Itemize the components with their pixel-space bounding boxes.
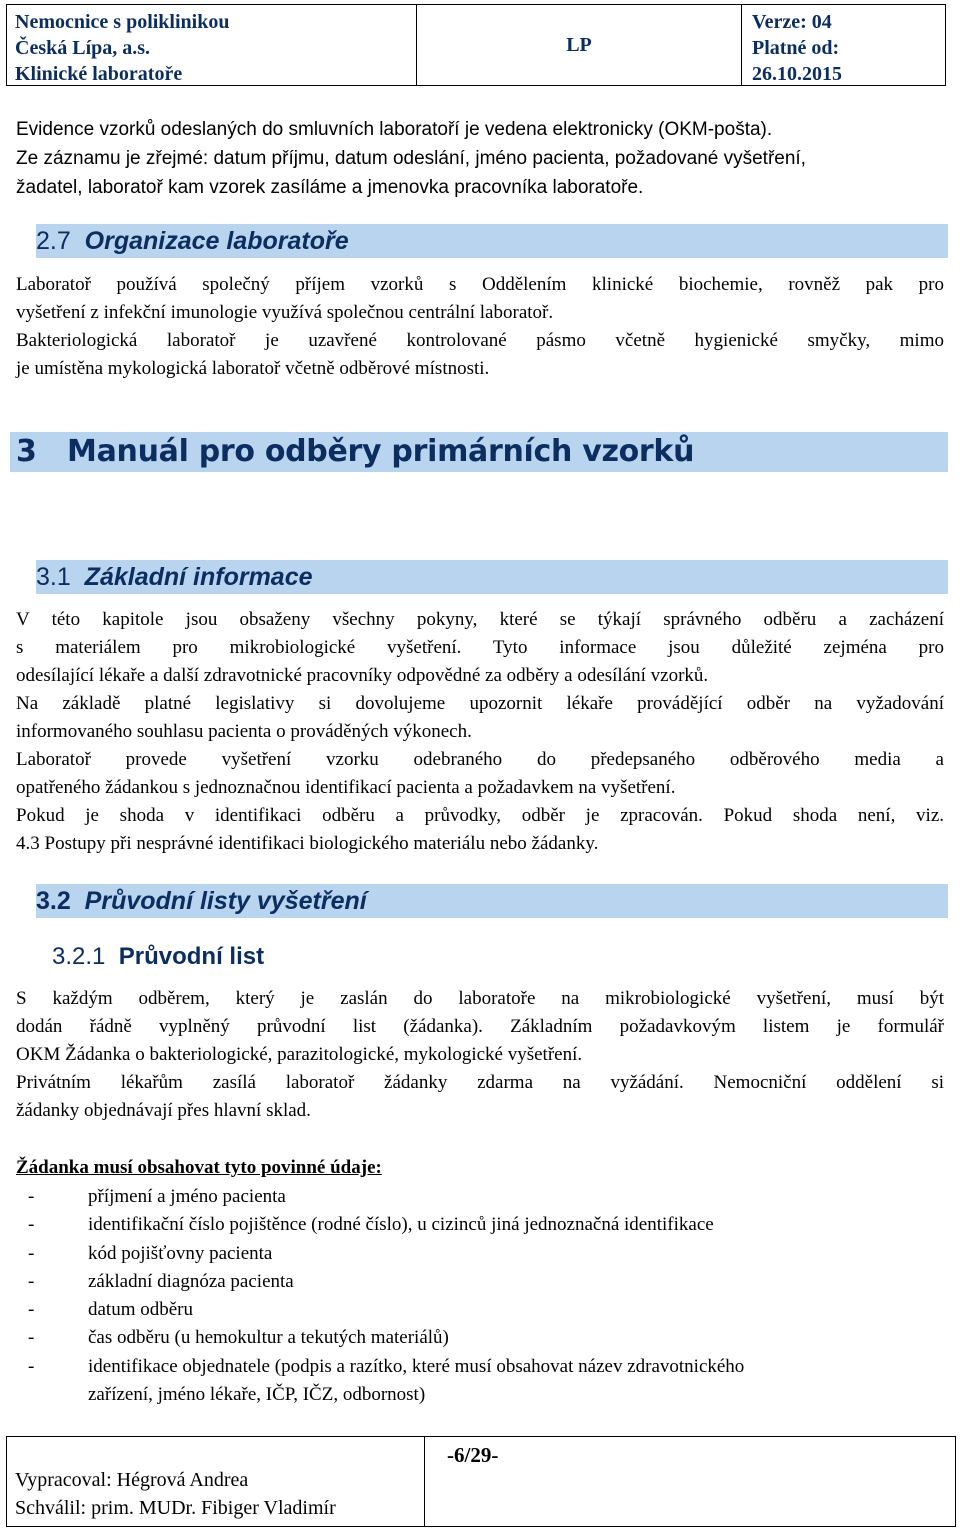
list-item xyxy=(16,1353,944,1381)
text-line: Bakteriologická laboratoř je uzavřené kontrolované pásmo včetně hygienické smyčky, mimo xyxy=(16,330,944,351)
text-line: S každým odběrem, který je zaslán do laboratoře na mikrobiologické vyšetření, musí být xyxy=(16,988,944,1009)
footer-authors-cell xyxy=(7,1437,425,1526)
list-dash: - xyxy=(28,1242,35,1264)
requirements-title: Žádanka musí obsahovat tyto povinné údaje: xyxy=(16,1157,382,1178)
list-dash: - xyxy=(28,1299,35,1321)
list-item-text: základní diagnóza pacienta xyxy=(88,1270,294,1292)
section-heading-3-1 xyxy=(36,561,313,593)
document-footer xyxy=(6,1436,956,1527)
intro-line: Evidence vzorků odeslaných do smluvních laboratoří je vedena elektronicky (OKM-pošta). xyxy=(16,119,773,140)
list-item xyxy=(16,1296,944,1324)
section-number: 3.1 xyxy=(36,563,71,591)
list-item-text: identifikace objednatele (podpis a razítko, které musí obsahovat název zdravotnického xyxy=(88,1355,745,1377)
document-header xyxy=(6,4,946,86)
text-line: Pokud je shoda v identifikaci odběru a průvodky, odběr je zpracován. Pokud shoda není, viz. xyxy=(16,805,944,826)
text-line: žádanky objednávají přes hlavní sklad. xyxy=(16,1100,311,1121)
prepared-by: Vypracoval: Hégrová Andrea xyxy=(15,1469,249,1491)
intro-line: Ze záznamu je zřejmé: datum příjmu, datum odeslání, jméno pacienta, požadované vyšetření, xyxy=(16,148,806,169)
text-line: Laboratoř provede vyšetření vzorku odebraného do předepsaného odběrového media a xyxy=(16,749,944,770)
section-heading-3-2 xyxy=(36,885,367,917)
org-location: Česká Lípa, a.s. xyxy=(15,37,151,59)
text-line: 4.3 Postupy při nesprávné identifikaci biologického materiálu nebo žádanky. xyxy=(16,833,599,854)
text-line: je umístěna mykologická laboratoř včetně odběrové místnosti. xyxy=(16,358,490,379)
chapter-heading-3 xyxy=(16,432,694,472)
list-item xyxy=(16,1211,944,1239)
requirements-list xyxy=(16,1183,944,1409)
text-line: OKM Žádanka o bakteriologické, parazitologické, mykologické vyšetření. xyxy=(16,1044,583,1065)
section-2-7-body xyxy=(16,271,944,383)
section-number: 3.2 xyxy=(36,887,71,915)
list-item-text: příjmení a jméno pacienta xyxy=(88,1186,286,1207)
header-org-cell xyxy=(7,5,417,85)
section-3-2-1-body xyxy=(16,985,944,1125)
footer-page-cell xyxy=(425,1437,955,1526)
list-dash: - xyxy=(28,1327,35,1349)
list-item xyxy=(16,1240,944,1268)
intro-line: žadatel, laboratoř kam vzorek zasíláme a jmenovka pracovníka laboratoře. xyxy=(16,177,644,198)
header-version-cell xyxy=(742,5,945,85)
doc-code: LP xyxy=(566,33,592,56)
version: Verze: 04 xyxy=(752,11,832,33)
section-heading-2-7 xyxy=(36,225,349,257)
list-item-text: čas odběru (u hemokultur a tekutých materiálů) xyxy=(88,1327,449,1349)
valid-from-label: Platné od: xyxy=(752,37,840,59)
list-dash: - xyxy=(28,1270,35,1292)
page-number: -6/29- xyxy=(447,1443,499,1467)
text-line: vyšetření z infekční imunologie využívá společnou centrální laboratoř. xyxy=(16,302,554,323)
list-item xyxy=(16,1324,944,1352)
list-item-continuation xyxy=(16,1381,944,1409)
org-name: Nemocnice s poliklinikou xyxy=(15,11,230,33)
subsection-title: Průvodní list xyxy=(118,943,265,970)
list-item-text: kód pojišťovny pacienta xyxy=(88,1242,273,1264)
list-item-text: zařízení, jméno lékaře, IČP, IČZ, odbornost) xyxy=(88,1384,426,1406)
text-line: Laboratoř používá společný příjem vzorků s Oddělením klinické biochemie, rovněž pak pro xyxy=(16,274,944,295)
chapter-title: Manuál pro odběry primárních vzorků xyxy=(67,434,695,469)
list-item-text: identifikační číslo pojištěnce (rodné číslo), u cizinců jiná jednoznačná identifikace xyxy=(88,1214,714,1236)
list-item xyxy=(16,1183,944,1211)
text-line: odesílající lékaře a další zdravotnické pracovníky odpovědné za odběry a odesílání vzorků. xyxy=(16,665,709,686)
subsection-heading-3-2-1 xyxy=(52,941,264,973)
section-3-1-body xyxy=(16,606,944,858)
org-department: Klinické laboratoře xyxy=(15,63,183,85)
text-line: Privátním lékařům zasílá laboratoř žádanky zdarma na vyžádání. Nemocniční oddělení si xyxy=(16,1072,944,1093)
list-dash: - xyxy=(28,1214,35,1236)
section-title: Průvodní listy vyšetření xyxy=(84,887,367,915)
subsection-number: 3.2.1 xyxy=(52,943,106,970)
section-title: Organizace laboratoře xyxy=(84,227,349,255)
chapter-number: 3 xyxy=(16,434,37,469)
list-item xyxy=(16,1268,944,1296)
list-dash: - xyxy=(28,1186,35,1207)
list-item-text: datum odběru xyxy=(88,1299,194,1321)
text-line: s materiálem pro mikrobiologické vyšetření. Tyto informace jsou důležité zejména pro xyxy=(16,637,944,658)
text-line: informovaného souhlasu pacienta o prováděných výkonech. xyxy=(16,721,472,742)
intro-paragraph xyxy=(16,115,944,202)
section-title: Základní informace xyxy=(84,563,313,591)
section-number: 2.7 xyxy=(36,227,71,255)
header-doc-code-cell xyxy=(417,5,742,85)
list-dash: - xyxy=(28,1355,35,1377)
text-line: opatřeného žádankou s jednoznačnou identifikací pacienta a požadavkem na vyšetření. xyxy=(16,777,676,798)
text-line: Na základě platné legislativy si dovolujeme upozornit lékaře provádějící odběr na vyžadování xyxy=(16,693,944,714)
text-line: dodán řádně vyplněný průvodní list (žádanka). Základním požadavkovým listem je formulář xyxy=(16,1016,944,1037)
text-line: V této kapitole jsou obsaženy všechny pokyny, které se týkají správného odběru a zacházení xyxy=(16,609,944,630)
valid-from-date: 26.10.2015 xyxy=(752,63,842,85)
approved-by: Schválil: prim. MUDr. Fibiger Vladimír xyxy=(15,1497,336,1519)
